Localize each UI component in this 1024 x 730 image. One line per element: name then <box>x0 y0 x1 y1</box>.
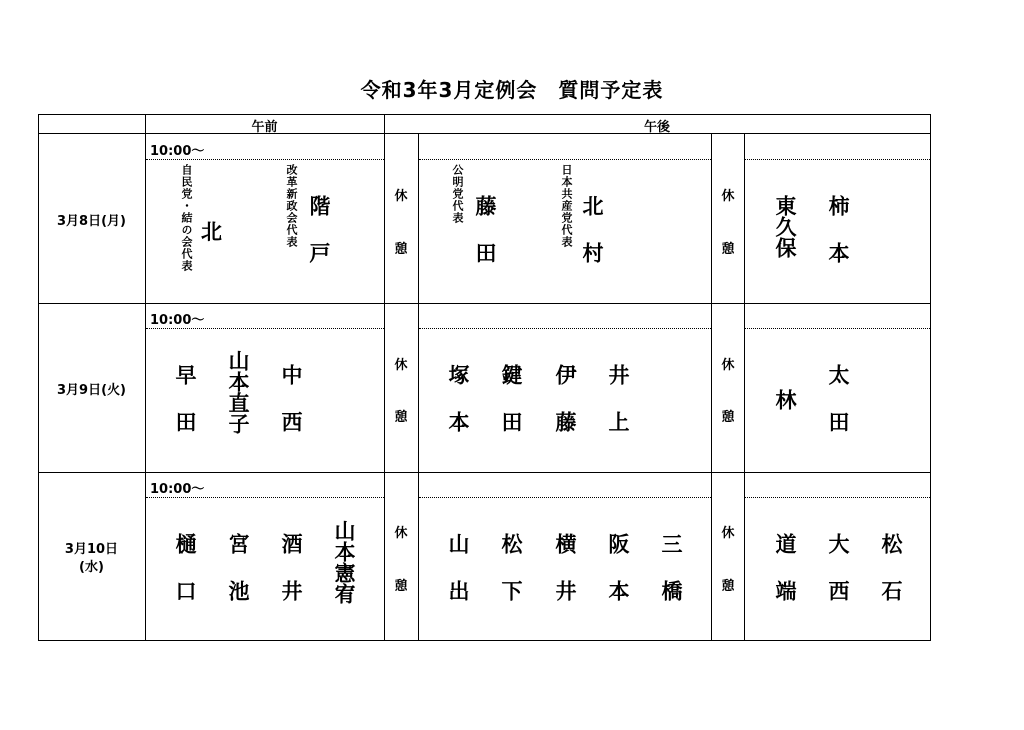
date-row-2: 3月9日(火) <box>57 383 126 398</box>
header-pm: 午後 <box>643 120 670 135</box>
speaker-name: 松下 <box>499 533 523 627</box>
rest-label: 休 <box>394 189 408 204</box>
party-label: 公明党代表 <box>451 164 464 224</box>
party-label: 日本共産党代表 <box>560 164 573 248</box>
start-time: 10:00～ <box>150 482 205 497</box>
party-label: 改革新政会代表 <box>285 164 298 248</box>
speaker-name: 階戸 <box>307 195 331 289</box>
party-label: 自民党・結の会代表 <box>180 164 193 272</box>
speaker-name: 早田 <box>173 364 197 458</box>
speaker-name: 塚本 <box>446 364 470 458</box>
rest-label: 憩 <box>394 410 408 425</box>
speaker-name: 北村 <box>580 195 604 289</box>
speaker-name: 山本憲宥 <box>332 520 356 604</box>
speaker-name: 井上 <box>606 364 630 458</box>
rest-label: 憩 <box>394 579 408 594</box>
speaker-name: 道端 <box>773 533 797 627</box>
page-title: 令和3年3月定例会 質問予定表 <box>360 78 664 102</box>
speaker-name: 柿本 <box>826 195 850 289</box>
date-row-1: 3月8日(月) <box>57 214 126 229</box>
header-am: 午前 <box>251 120 278 135</box>
rest-label: 休 <box>721 358 735 373</box>
speaker-name: 太田 <box>826 364 850 458</box>
speaker-name: 鍵田 <box>499 364 523 458</box>
start-time: 10:00～ <box>150 144 205 159</box>
date-row-3-day: 3月10日 <box>64 542 119 557</box>
rest-label: 憩 <box>394 242 408 257</box>
start-time: 10:00～ <box>150 313 205 328</box>
rest-label: 休 <box>721 526 735 541</box>
speaker-name: 横井 <box>553 533 577 627</box>
speaker-name: 樋口 <box>173 533 197 627</box>
rest-label: 休 <box>721 189 735 204</box>
speaker-name: 北 <box>201 220 222 244</box>
speaker-name: 山出 <box>446 533 470 627</box>
speaker-name: 宮池 <box>226 533 250 627</box>
date-row-3-weekday: (水) <box>79 560 104 575</box>
speaker-name: 東久保 <box>773 195 797 258</box>
speaker-name: 伊藤 <box>553 364 577 458</box>
speaker-name: 林 <box>773 389 797 410</box>
rest-label: 休 <box>394 526 408 541</box>
rest-label: 憩 <box>721 410 735 425</box>
speaker-name: 藤田 <box>473 195 497 289</box>
speaker-name: 中西 <box>279 364 303 458</box>
rest-label: 憩 <box>721 579 735 594</box>
speaker-name: 三橋 <box>659 533 683 627</box>
rest-label: 休 <box>394 358 408 373</box>
rest-label: 憩 <box>721 242 735 257</box>
speaker-name: 酒井 <box>279 533 303 627</box>
speaker-name: 大西 <box>826 533 850 627</box>
speaker-name: 山本直子 <box>226 350 250 434</box>
speaker-name: 松石 <box>879 533 903 627</box>
speaker-name: 阪本 <box>606 533 630 627</box>
